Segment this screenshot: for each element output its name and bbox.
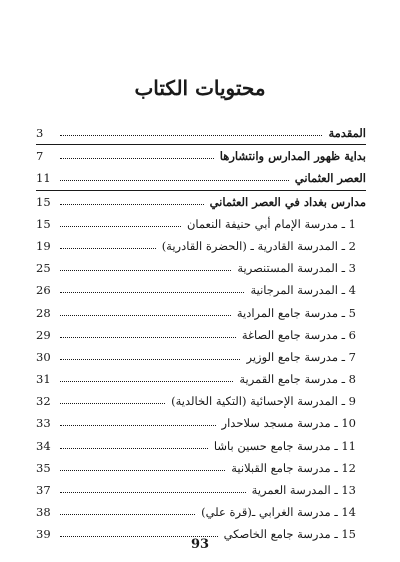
dot-leader xyxy=(60,226,181,227)
toc-entry xyxy=(36,122,366,145)
dot-leader xyxy=(60,403,165,404)
toc-entry xyxy=(36,302,366,324)
toc-entry xyxy=(36,390,366,412)
toc-entry-title: 4 ـ المدرسة المرجانية xyxy=(250,283,356,298)
toc-entry-title: 15 ـ مدرسة جامع الخاصكي xyxy=(223,527,356,542)
dot-leader xyxy=(60,337,236,338)
toc-entry-page: 11 xyxy=(36,171,51,186)
toc-entry-title: 8 ـ مدرسة جامع القمرية xyxy=(239,372,356,387)
dot-leader xyxy=(60,492,246,493)
dot-leader xyxy=(60,514,195,515)
dot-leader xyxy=(60,180,289,181)
toc-entry xyxy=(36,213,366,235)
toc-entry-page: 28 xyxy=(36,305,51,320)
dot-leader xyxy=(60,470,225,471)
toc-entry-page: 31 xyxy=(36,372,51,387)
toc-entry xyxy=(36,235,366,257)
dot-leader xyxy=(60,270,231,271)
toc-entry-page: 37 xyxy=(36,483,51,497)
toc-entry-page: 26 xyxy=(36,283,51,298)
toc-entry xyxy=(36,368,366,390)
toc-entry-title: 5 ـ مدرسة جامع المرادية xyxy=(236,305,356,320)
toc-entry-page: 25 xyxy=(36,261,51,276)
toc-entry xyxy=(36,479,366,501)
toc-entry-title: 1 ـ مدرسة الإمام أبي حنيفة النعمان xyxy=(186,216,356,231)
dot-leader xyxy=(60,158,214,159)
dot-leader xyxy=(60,248,156,249)
toc-entry-page: 34 xyxy=(36,438,51,453)
dot-leader xyxy=(60,381,233,382)
page-title: محتويات الكتاب xyxy=(134,76,266,100)
toc-entry-page: 15 xyxy=(36,194,51,209)
dot-leader xyxy=(60,359,240,360)
toc-entry-page: 7 xyxy=(36,149,44,164)
toc-entry-title: 9 ـ المدرسة الإحسائية (التكية الخالدية) xyxy=(171,394,356,409)
table-of-contents xyxy=(36,122,366,546)
toc-entry-page: 33 xyxy=(36,416,51,431)
toc-entry xyxy=(36,257,366,279)
toc-entry-title: 13 ـ المدرسة العمرية xyxy=(251,483,356,497)
toc-entry-title: 3 ـ المدرسة المستنصرية xyxy=(237,261,356,276)
toc-entry xyxy=(36,167,366,190)
toc-entry xyxy=(36,346,366,368)
dot-leader xyxy=(60,204,204,205)
toc-entry-page: 39 xyxy=(36,527,51,542)
dot-leader xyxy=(60,315,231,316)
dot-leader xyxy=(60,292,244,293)
toc-entry-title: 2 ـ المدرسة القادرية ـ (الحضرة القادرية) xyxy=(161,238,356,253)
toc-entry xyxy=(36,145,366,167)
dot-leader xyxy=(60,135,322,136)
toc-entry-page: 3 xyxy=(36,126,44,140)
toc-entry-page: 15 xyxy=(36,216,51,231)
toc-entry-title: 7 ـ مدرسة جامع الوزير xyxy=(246,349,356,364)
toc-entry-page: 30 xyxy=(36,349,51,364)
toc-entry-title: 6 ـ مدرسة جامع الصاغة xyxy=(241,327,356,342)
toc-entry xyxy=(36,324,366,346)
toc-entry-title: 11 ـ مدرسة جامع حسين باشا xyxy=(213,438,356,453)
toc-entry xyxy=(36,457,366,479)
toc-entry-title: 14 ـ مدرسة الغرابي ـ(قرة علي) xyxy=(201,505,356,520)
toc-entry-page: 32 xyxy=(36,394,51,409)
toc-entry-title: بداية ظهور المدارس وانتشارها xyxy=(219,149,366,164)
toc-entry xyxy=(36,501,366,523)
toc-entry-title: 12 ـ مدرسة جامع القبلانية xyxy=(231,460,356,475)
toc-entry-title: العصر العثماني xyxy=(294,171,366,186)
toc-entry xyxy=(36,435,366,457)
toc-entry xyxy=(36,191,366,213)
toc-entry-page: 35 xyxy=(36,460,51,475)
toc-entry-page: 19 xyxy=(36,238,51,253)
toc-entry xyxy=(36,279,366,301)
toc-entry-title: المقدمة xyxy=(328,126,366,140)
toc-entry-page: 38 xyxy=(36,505,51,520)
toc-entry-title: 10 ـ مدرسة مسجد سلاحدار xyxy=(221,416,356,431)
toc-entry-title: مدارس بغداد في العصر العثماني xyxy=(209,194,366,209)
dot-leader xyxy=(60,448,208,449)
dot-leader xyxy=(60,425,216,426)
toc-entry-page: 29 xyxy=(36,327,51,342)
toc-entry xyxy=(36,412,366,434)
page-number: 93 xyxy=(190,537,210,552)
